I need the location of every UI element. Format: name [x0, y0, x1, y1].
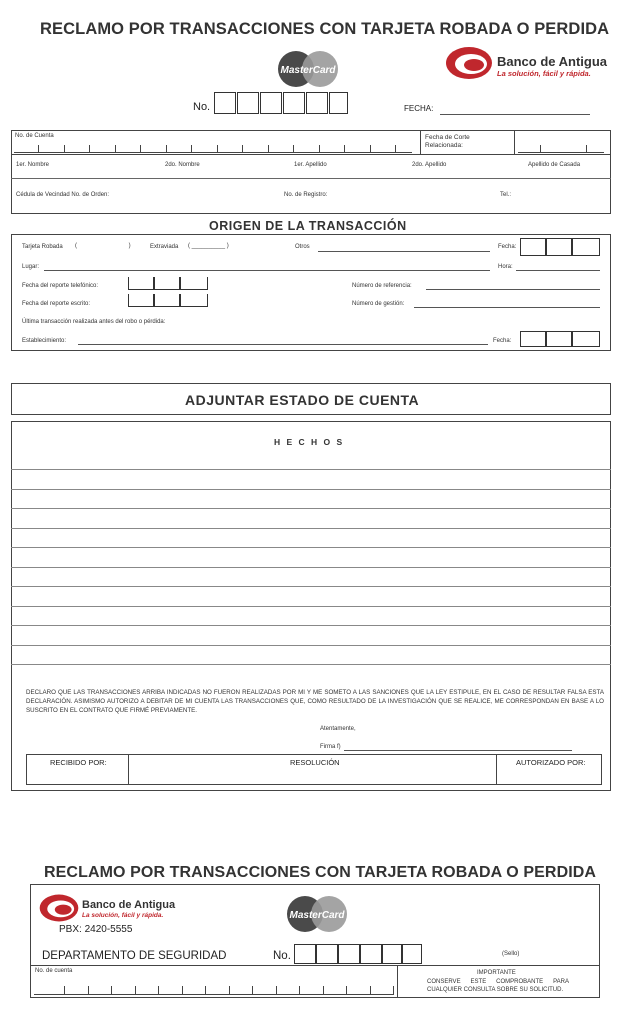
apellido2-label: 2do. Apellido	[412, 162, 447, 168]
fecha-box[interactable]	[572, 238, 600, 256]
hechos-writing-line[interactable]	[11, 567, 611, 568]
tel-label: Tel.:	[500, 192, 512, 198]
stub-account-digit-tick	[370, 986, 371, 994]
account-digit-tick	[268, 145, 269, 152]
account-digit-tick	[217, 145, 218, 152]
stub-no-box[interactable]	[382, 944, 402, 964]
bank-slogan: La solución, fácil y rápida.	[497, 69, 591, 78]
ultima-label: Última transacción realizada antes del robo o pérdida:	[22, 319, 166, 325]
no-digit-box[interactable]	[214, 92, 236, 114]
stub-account-digit-tick	[64, 986, 65, 994]
account-digit-tick	[89, 145, 90, 152]
lugar-field[interactable]	[44, 270, 490, 271]
hora-label: Hora:	[498, 264, 513, 270]
stub-no-label: No.	[273, 950, 291, 962]
extraviada-paren[interactable]: ( __________ )	[188, 243, 229, 249]
no-digit-box[interactable]	[329, 92, 348, 114]
resolucion-label: RESOLUCIÓN	[290, 758, 340, 767]
hechos-title: H E C H O S	[274, 437, 345, 447]
stub-no-cuenta-label: No. de cuenta	[35, 968, 73, 974]
apellido1-label: 1er. Apellido	[294, 162, 327, 168]
fecha2-box[interactable]	[572, 331, 600, 347]
reporte-escrito-box[interactable]	[128, 294, 154, 307]
gestion-field[interactable]	[414, 307, 600, 308]
reporte-tel-box[interactable]	[128, 277, 154, 290]
fecha2-label: Fecha:	[493, 338, 512, 344]
declaracion-text: DECLARO QUE LAS TRANSACCIONES ARRIBA INDICADAS NO FUERON REALIZADAS POR MI Y ME SOMETO A LAS SANCIONES QUE LA LEY ESTIPULE, EN EL CASO DE RESULTAR FALSA ESTA DECLARACIÓN. ASIMISMO AUTORIZO A DEBITAR DE MI CUENTA LAS TRANSACCIONES QUE, COMO RESULTADO DE LA INVESTIGACIÓN QUE SE REALICE, ME CORRESPONDAN EN BASE A LO SUSCRITO EN EL CONTRATO QUE FIRMÉ PREVIAMENTE.	[26, 689, 604, 714]
reporte-tel-label: Fecha del reporte telefónico:	[22, 283, 99, 289]
stub-no-box[interactable]	[360, 944, 382, 964]
account-digit-tick	[166, 145, 167, 152]
bank-swirl-icon	[444, 45, 494, 81]
mastercard-text: MasterCard	[280, 65, 336, 76]
apellido-casada-label: Apellido de Casada	[528, 162, 581, 168]
nombre2-label: 2do. Nombre	[165, 162, 200, 168]
conserve-text: CONSERVE ESTE COMPROBANTE PARA CUALQUIER CONSULTA SOBRE SU SOLICITUD.	[427, 979, 569, 993]
account-digit-tick	[38, 145, 39, 152]
hora-field[interactable]	[516, 270, 600, 271]
firma-label: Firma f)	[320, 744, 341, 750]
hechos-writing-line[interactable]	[11, 489, 611, 490]
no-label: No.	[193, 101, 211, 113]
reporte-tel-box[interactable]	[180, 277, 208, 290]
adjuntar-title: ADJUNTAR ESTADO DE CUENTA	[185, 392, 420, 408]
stub-account-digit-tick	[393, 986, 394, 994]
hechos-writing-line[interactable]	[11, 469, 611, 470]
recibido-label: RECIBIDO POR:	[50, 758, 107, 767]
firma-field[interactable]	[344, 750, 572, 751]
fecha-corte-field[interactable]	[518, 152, 604, 153]
stub-no-box[interactable]	[294, 944, 316, 964]
divider	[30, 965, 600, 966]
stub-account-digit-tick	[346, 986, 347, 994]
referencia-label: Número de referencia:	[352, 283, 412, 289]
stub-account-field[interactable]	[34, 994, 394, 995]
stub-no-box[interactable]	[402, 944, 422, 964]
nombre1-label: 1er. Nombre	[16, 162, 50, 168]
account-digit-tick	[242, 145, 243, 152]
stub-account-digit-tick	[299, 986, 300, 994]
account-digit-tick	[64, 145, 65, 152]
fecha-corte-tick	[586, 145, 587, 152]
fecha-box[interactable]	[520, 238, 546, 256]
stub-mastercard-text: MasterCard	[289, 910, 345, 921]
divider	[128, 754, 129, 785]
account-digit-tick	[140, 145, 141, 152]
stub-bank-slogan: La solución, fácil y rápida.	[82, 912, 164, 919]
form-title: RECLAMO POR TRANSACCIONES CON TARJETA ROBADA O PERDIDA	[40, 20, 610, 38]
fecha-label: FECHA:	[404, 104, 434, 113]
registro-label: No. de Registro:	[284, 192, 328, 198]
stub-account-digit-tick	[252, 986, 253, 994]
account-digit-tick	[293, 145, 294, 152]
account-number-field[interactable]	[14, 152, 412, 153]
divider	[514, 130, 515, 154]
stub-no-box[interactable]	[316, 944, 338, 964]
robada-label: Tarjeta Robada	[22, 244, 63, 250]
gestion-label: Número de gestión:	[352, 301, 405, 307]
hechos-writing-line[interactable]	[11, 645, 611, 646]
pbx-label: PBX: 2420-5555	[59, 924, 133, 935]
lugar-label: Lugar:	[22, 264, 40, 270]
divider	[496, 754, 497, 785]
bank-swirl-icon	[38, 892, 80, 924]
robada-paren[interactable]: ( )	[75, 243, 131, 249]
fecha-field[interactable]	[440, 114, 590, 115]
divider	[11, 154, 611, 155]
extraviada-label: Extraviada	[150, 244, 179, 250]
account-digit-tick	[115, 145, 116, 152]
divider	[420, 130, 421, 154]
divider	[11, 178, 611, 179]
hechos-writing-line[interactable]	[11, 586, 611, 587]
origen-title: ORIGEN DE LA TRANSACCIÓN	[209, 219, 407, 233]
importante-label: IMPORTANTE	[477, 970, 516, 976]
hechos-writing-line[interactable]	[11, 606, 611, 607]
hechos-writing-line[interactable]	[11, 664, 611, 665]
no-digit-box[interactable]	[237, 92, 259, 114]
otros-label: Otros	[295, 244, 310, 250]
stub-no-box[interactable]	[338, 944, 360, 964]
mastercard-logo	[274, 50, 342, 88]
autorizado-label: AUTORIZADO POR:	[516, 758, 586, 767]
stub-account-digit-tick	[205, 986, 206, 994]
fecha-corte-label: Fecha de Corte	[425, 134, 470, 141]
fecha-box[interactable]	[546, 238, 572, 256]
stub-account-digit-tick	[323, 986, 324, 994]
stub-account-digit-tick	[111, 986, 112, 994]
reporte-escrito-label: Fecha del reporte escrito:	[22, 301, 91, 307]
establecimiento-field[interactable]	[78, 344, 488, 345]
divider	[397, 965, 398, 998]
hechos-writing-line[interactable]	[11, 508, 611, 509]
no-digit-box[interactable]	[306, 92, 328, 114]
stub-title: RECLAMO POR TRANSACCIONES CON TARJETA ROBADA O PERDIDA	[44, 864, 597, 881]
relacionada-label: Relacionada:	[425, 142, 463, 149]
stub-account-digit-tick	[135, 986, 136, 994]
hechos-writing-line[interactable]	[11, 528, 611, 529]
bank-name: Banco de Antigua	[497, 54, 608, 69]
stub-account-digit-tick	[158, 986, 159, 994]
stub-bank-logo	[38, 892, 198, 926]
account-section	[11, 130, 611, 214]
sello-label: (Sello)	[502, 951, 520, 957]
fecha-label: Fecha:	[498, 244, 517, 250]
account-digit-tick	[319, 145, 320, 152]
reporte-tel-box[interactable]	[154, 277, 180, 290]
stub-mastercard-logo	[282, 895, 352, 933]
otros-field[interactable]	[318, 251, 490, 252]
establecimiento-label: Establecimiento:	[22, 338, 67, 344]
no-cuenta-label: No. de Cuenta	[15, 133, 54, 139]
hechos-writing-line[interactable]	[11, 625, 611, 626]
reporte-escrito-box[interactable]	[154, 294, 180, 307]
stub-bank-name: Banco de Antigua	[82, 899, 176, 911]
no-digit-box[interactable]	[260, 92, 282, 114]
account-digit-tick	[395, 145, 396, 152]
hechos-writing-line[interactable]	[11, 547, 611, 548]
fecha2-box[interactable]	[546, 331, 572, 347]
referencia-field[interactable]	[426, 289, 600, 290]
account-digit-tick	[370, 145, 371, 152]
stub-account-digit-tick	[182, 986, 183, 994]
departamento-label: DEPARTAMENTO DE SEGURIDAD	[42, 950, 227, 962]
stub-account-digit-tick	[276, 986, 277, 994]
cedula-label: Cédula de Vecindad No. de Orden:	[16, 192, 110, 198]
atentamente-label: Atentamente,	[320, 726, 356, 732]
fecha2-box[interactable]	[520, 331, 546, 347]
fecha-corte-tick	[540, 145, 541, 152]
account-digit-tick	[191, 145, 192, 152]
reporte-escrito-box[interactable]	[180, 294, 208, 307]
no-digit-box[interactable]	[283, 92, 305, 114]
stub-account-digit-tick	[88, 986, 89, 994]
stub-account-digit-tick	[229, 986, 230, 994]
bank-logo	[444, 45, 614, 85]
account-digit-tick	[344, 145, 345, 152]
